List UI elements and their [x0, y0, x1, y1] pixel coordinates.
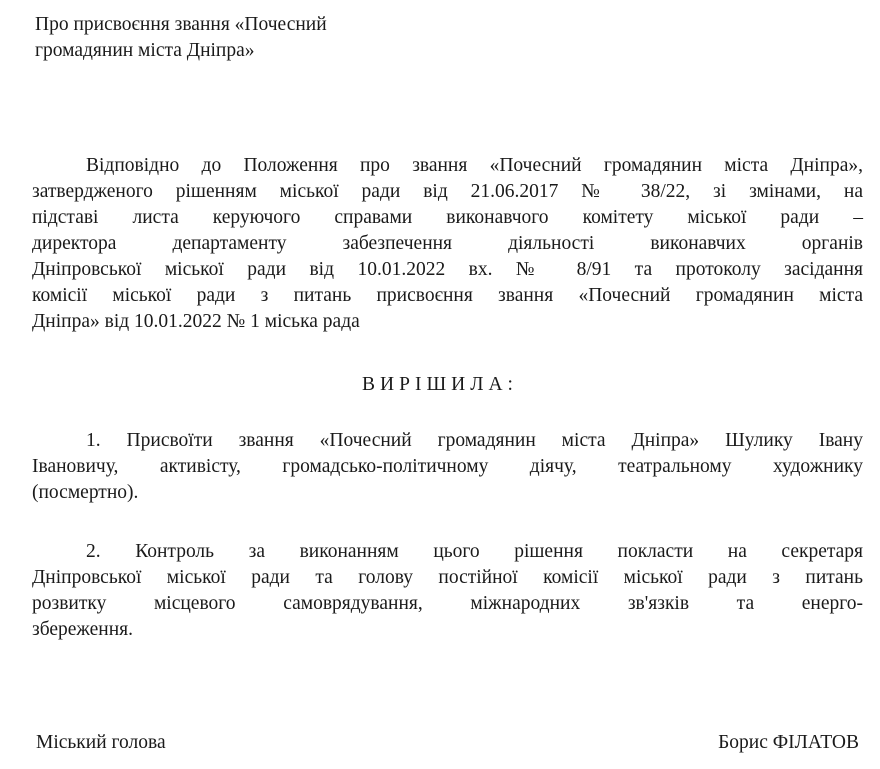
preamble-line: Дніпровської міської ради від 10.01.2022 вх. № 8/91 та протоколу засідання: [32, 259, 863, 280]
title-line: громадянин міста Дніпра»: [35, 40, 255, 61]
item-line: Івановичу, активісту, громадсько-політичному діячу, театральному художнику: [32, 456, 863, 477]
item-line: (посмертно).: [32, 482, 139, 503]
preamble-line: директора департаменту забезпечення діяльності виконавчих органів: [32, 233, 863, 254]
item-line: 1. Присвоїти звання «Почесний громадянин міста Дніпра» Шулику Івану: [86, 430, 863, 451]
preamble-line: затвердженого рішенням міської ради від 21.06.2017 № 38/22, зі змінами, на: [32, 181, 863, 202]
preamble-line: підставі листа керуючого справами виконавчого комітету міської ради –: [32, 207, 863, 228]
preamble-paragraph: [32, 153, 863, 335]
item-line: Дніпровської міської ради та голову постійної комісії міської ради з питань: [32, 567, 863, 588]
signatory-position: Міський голова: [36, 732, 166, 753]
document-title: [35, 12, 455, 64]
title-line: Про присвоєння звання «Почесний: [35, 14, 327, 35]
item-line: 2. Контроль за виконанням цього рішення покласти на секретаря: [86, 541, 863, 562]
preamble-line: Дніпра» від 10.01.2022 № 1 міська рада: [32, 311, 360, 332]
signatory-name: Борис ФІЛАТОВ: [718, 732, 859, 753]
preamble-line: Відповідно до Положення про звання «Почесний громадянин міста Дніпра»,: [86, 155, 863, 176]
decision-heading: ВИРІШИЛА:: [362, 374, 518, 395]
item-line: розвитку місцевого самоврядування, міжнародних зв'язків та енерго-: [32, 593, 863, 614]
decision-item-2: [32, 539, 863, 643]
item-line: збереження.: [32, 619, 134, 640]
preamble-line: комісії міської ради з питань присвоєння звання «Почесний громадянин міста: [32, 285, 863, 306]
decision-item-1: [32, 428, 863, 506]
